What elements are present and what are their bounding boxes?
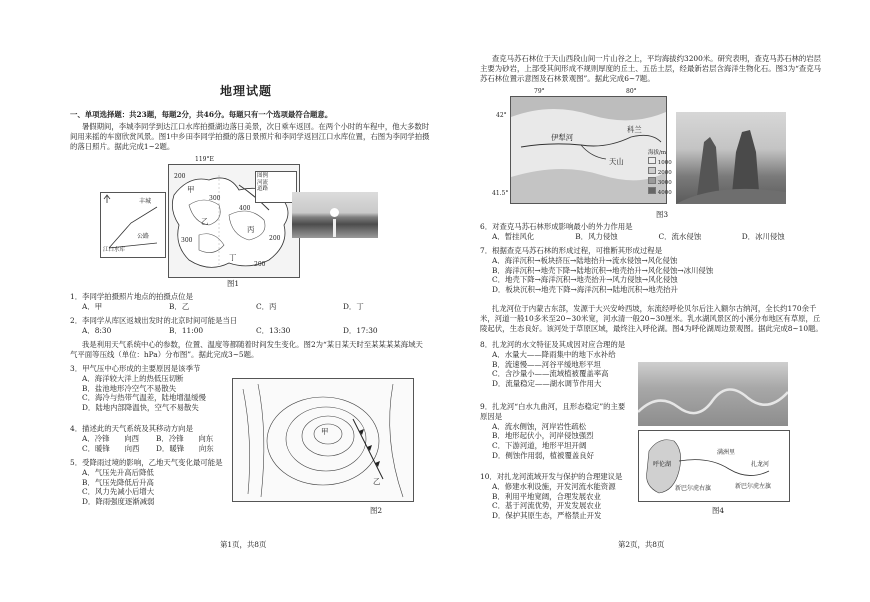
page-footer: 第2页，共8页: [618, 540, 665, 549]
legend-item: 3000: [648, 177, 674, 187]
figure-1-caption: 图1: [227, 279, 240, 288]
contour-label: 200: [174, 173, 186, 180]
question-9: [480, 402, 630, 461]
question-4-stem: 4．描述此的天气系统及其移动方向是: [70, 424, 193, 433]
option-b[interactable]: B．海洋沉积→地壳下降→陆地沉积→地壳抬升→风化侵蚀→冰川侵蚀: [492, 265, 714, 275]
place-yi-fig2: 乙: [373, 477, 381, 486]
question-10-options: [480, 482, 630, 521]
page-one: [70, 0, 430, 602]
contour-label: 200: [269, 235, 281, 242]
pressure-centre-jia: 甲: [321, 427, 329, 436]
page-two: [480, 0, 825, 602]
lake-label: 呼伦湖: [653, 461, 672, 468]
figure-2-caption: 图2: [370, 506, 383, 515]
question-6: [480, 222, 825, 242]
option-b[interactable]: B．冷锋 向东: [156, 433, 214, 443]
question-4: [70, 424, 230, 453]
question-8: [480, 340, 630, 389]
longitude-label: 80°: [626, 88, 637, 95]
option-b[interactable]: B．流速慢——河谷平缓地形平坦: [492, 359, 601, 369]
option-c[interactable]: C．地壳下降→海洋沉积→地壳抬升→风力侵蚀→风化侵蚀: [492, 275, 678, 285]
stone-forest-photo: [676, 112, 786, 204]
sun-shape: [330, 208, 339, 217]
intro-paragraph: 暑假期间，李城李同学到达江口水库拍摄湖边落日美景，次日乘车返回。在两个小时的车程中，他大多数时间用来摇的车窗欣赏风景。图1中乡田李同学拍摄的落日景照片和李同学返回江口水库位置，右图为李同学拍摄的落日照片。据此完成1~2题。: [70, 122, 430, 151]
town-label: 新巴尔虎左旗: [735, 483, 772, 490]
option-a[interactable]: A．水量大——降雨集中的地下水补给: [492, 349, 616, 359]
figure-3-map: [510, 96, 667, 204]
option-c[interactable]: C．海冷与热带气温差，陆地增温缓慢: [82, 393, 206, 403]
option-a[interactable]: A．冷锋 向西: [82, 433, 140, 443]
option-d[interactable]: D．保护其原生态，严格禁止开发: [492, 511, 602, 521]
contour-label: 400: [239, 205, 251, 212]
question-7-options: [480, 256, 825, 295]
question-10-stem: 10．对扎龙河流域开发与保护的合理建议是: [480, 472, 623, 481]
question-1: [70, 292, 430, 312]
question-3: [70, 364, 230, 413]
option-d[interactable]: D．流量稳定——湖水调节作用大: [492, 379, 602, 389]
contour-label: 200: [254, 261, 266, 268]
river-label: 伊犁河: [551, 133, 574, 142]
town-label: 新巴尔虎右旗: [675, 485, 712, 492]
legend-item-river: 河流: [257, 179, 269, 186]
route-inset-map: [100, 192, 166, 258]
option-c[interactable]: C．暖锋 向西: [82, 443, 140, 453]
place-bing: 丙: [247, 225, 255, 234]
legend-item-road: 道路: [257, 186, 269, 193]
option-c[interactable]: C．含沙量小——流域植被覆盖率高: [492, 369, 609, 379]
intro-paragraph: 查克马苏石林位于天山西段山间一片山谷之上，平均海拔约3200米。研究表明，查克马苏石林的岩层主要为砂岩，上部受其间形成不规则厚度的丘土、五岳土层，经最新岩层含海洋生物化石。图3为“查克马苏石林位置示意图及石林景观图”。据此完成6~7题。: [480, 54, 822, 83]
map-legend: [255, 171, 297, 203]
option-a[interactable]: A．甲: [82, 301, 103, 311]
option-d[interactable]: D．暖锋 向东: [156, 443, 214, 453]
option-b[interactable]: B．地形起伏小，河岸侵蚀强烈: [492, 431, 594, 441]
question-8-options: [480, 350, 630, 389]
dam-label: 江口水库: [103, 247, 126, 253]
figure-4-map: [638, 430, 790, 502]
question-10: [480, 472, 630, 521]
question-1-options: [70, 302, 430, 312]
option-d[interactable]: D．丁: [343, 301, 364, 311]
figure-4-caption: 图4: [712, 506, 725, 515]
option-c[interactable]: C．丙: [256, 301, 277, 311]
legend-item: 1000: [648, 157, 674, 167]
option-a[interactable]: A．海洋沉积→板块挤压→陆地抬升→流水侵蚀→风化侵蚀: [492, 255, 678, 265]
elevation-legend: [648, 150, 674, 194]
question-7-stem: 7．根据查克马苏石林的形成过程，可推断其形成过程是: [480, 246, 663, 255]
question-5-stem: 5．受降雨过境的影响，乙地天气变化最可能是: [70, 458, 223, 467]
town-label: 丰城: [139, 198, 152, 205]
question-1-stem: 1．李同学拍摄照片地点的拍摄点位是: [70, 292, 193, 301]
place-yi: 乙: [201, 217, 209, 226]
option-c[interactable]: C．风力先减小后增大: [82, 487, 155, 497]
river-label: 扎龙河: [751, 461, 770, 468]
place-ding: 丁: [229, 253, 237, 262]
figure-1-map: [168, 164, 300, 278]
question-2-options: [70, 326, 430, 336]
section-one-heading: 一、单项选择题：共23题，每题2分，共46分。每题只有一个选项最符合题意。: [70, 110, 333, 119]
page-footer: 第1页，共8页: [220, 540, 267, 549]
question-2-stem: 2．李同学从库区返城出发时的北京时间可能是当日: [70, 316, 238, 325]
legend-item: 2000: [648, 167, 674, 177]
option-b[interactable]: B．利用平地宽阔，合理发展农业: [492, 491, 601, 501]
question-3-stem: 3．甲气压中心形成的主要原因是该季节: [70, 364, 201, 373]
intro-paragraph-2: 我是利用天气系统中心的参数，位置、温度等都随着时间发生变化。图2为“某日某天时至某某某某海域天气平面等压线（单位：hPa）分布图”。据此完成3~5题。: [70, 340, 423, 359]
question-6-options: [480, 232, 825, 242]
question-5: [70, 458, 230, 507]
question-5-options: [70, 468, 230, 507]
question-3-options: [70, 374, 230, 413]
longitude-label: 119°E: [195, 156, 214, 163]
option-b[interactable]: B．风力侵蚀: [575, 231, 618, 241]
option-c[interactable]: C．下游河道，地形平坦开阔: [492, 441, 587, 451]
question-2: [70, 316, 430, 336]
option-c[interactable]: C．流水侵蚀: [658, 231, 702, 241]
legend-title: 图例: [257, 173, 269, 179]
option-a[interactable]: A．8:30: [82, 325, 112, 335]
sun-reflection: [333, 219, 336, 237]
latitude-label: 41.5°: [492, 190, 509, 197]
option-a[interactable]: A．气压先升高后降低: [82, 467, 154, 477]
road-label: 公路: [137, 233, 150, 240]
option-b[interactable]: B．11:00: [169, 325, 204, 335]
option-d[interactable]: D．冰川侵蚀: [741, 231, 785, 241]
option-b[interactable]: B．气压先降低后升高: [82, 477, 154, 487]
meander-river-photo: [638, 362, 788, 426]
question-7: [480, 246, 825, 295]
option-c[interactable]: C．基于河流优势，开发发展农业: [492, 501, 602, 511]
lake-label: 科兰: [627, 125, 642, 134]
option-d[interactable]: D．17:30: [343, 325, 378, 335]
option-d[interactable]: D．降雨强度逐渐减弱: [82, 497, 155, 507]
figure-2-isobar-map: [232, 378, 414, 502]
figure-3-caption: 图3: [656, 210, 669, 219]
intro-paragraph-2: 扎龙河位于内蒙古东部，发源于大兴安岭西坡，东流经呼伦贝尔后注入额尔古纳河，全长约170余千米，河道一般10多米至20~30米宽，河水清一般20~30厘米。乳水湖风景区的小溪分布地区有草原，丘陵起伏，生态良好。该河处于草原区域，最终注入呼伦湖。图4为呼伦湖周边景观图。据此完成8~10题。: [480, 304, 823, 333]
contour-label: 300: [209, 195, 221, 202]
contour-label: 300: [181, 237, 193, 244]
option-b[interactable]: B．乙: [169, 301, 190, 311]
town-label: 满洲里: [717, 449, 736, 456]
question-4-options: [70, 434, 230, 454]
option-d[interactable]: D．陆地内部降温快，空气不易散失: [82, 403, 199, 413]
option-a[interactable]: A．暂挂风化: [492, 231, 535, 241]
question-9-options: [480, 422, 630, 461]
latitude-label: 42°: [496, 112, 507, 119]
option-a[interactable]: A．修建水利设施，开发河流水能资源: [492, 481, 616, 491]
option-c[interactable]: C．13:30: [256, 325, 291, 335]
sunset-photo: [292, 192, 378, 238]
option-d[interactable]: D．侧蚀作用弱，植被覆盖良好: [492, 450, 595, 460]
longitude-label: 79°: [534, 88, 545, 95]
option-a[interactable]: A．流水侧蚀，河岸岩性疏松: [492, 421, 587, 431]
legend-item: 4000: [648, 187, 674, 197]
mountain-label: 天山: [609, 157, 624, 166]
question-8-stem: 8．扎龙河的水文特征及其成因对应合理的是: [480, 340, 626, 349]
exam-title: 地理试题: [220, 84, 273, 98]
option-b[interactable]: B．盐池地形冷空气不易散失: [82, 383, 177, 393]
question-6-stem: 6．对查克马苏石林形成影响最小的外力作用是: [480, 222, 633, 231]
option-a[interactable]: A．海洋较大洋上的热低压切断: [82, 373, 184, 383]
question-9-stem: 9．扎龙河“白水九曲河，且形态稳定”的主要原因是: [480, 402, 626, 421]
option-d[interactable]: D．板块沉积→地壳下降→海洋沉积→陆地沉积→地壳抬升: [492, 285, 678, 295]
place-jia: 甲: [187, 185, 195, 194]
legend-title: 海拔/m: [648, 150, 667, 156]
